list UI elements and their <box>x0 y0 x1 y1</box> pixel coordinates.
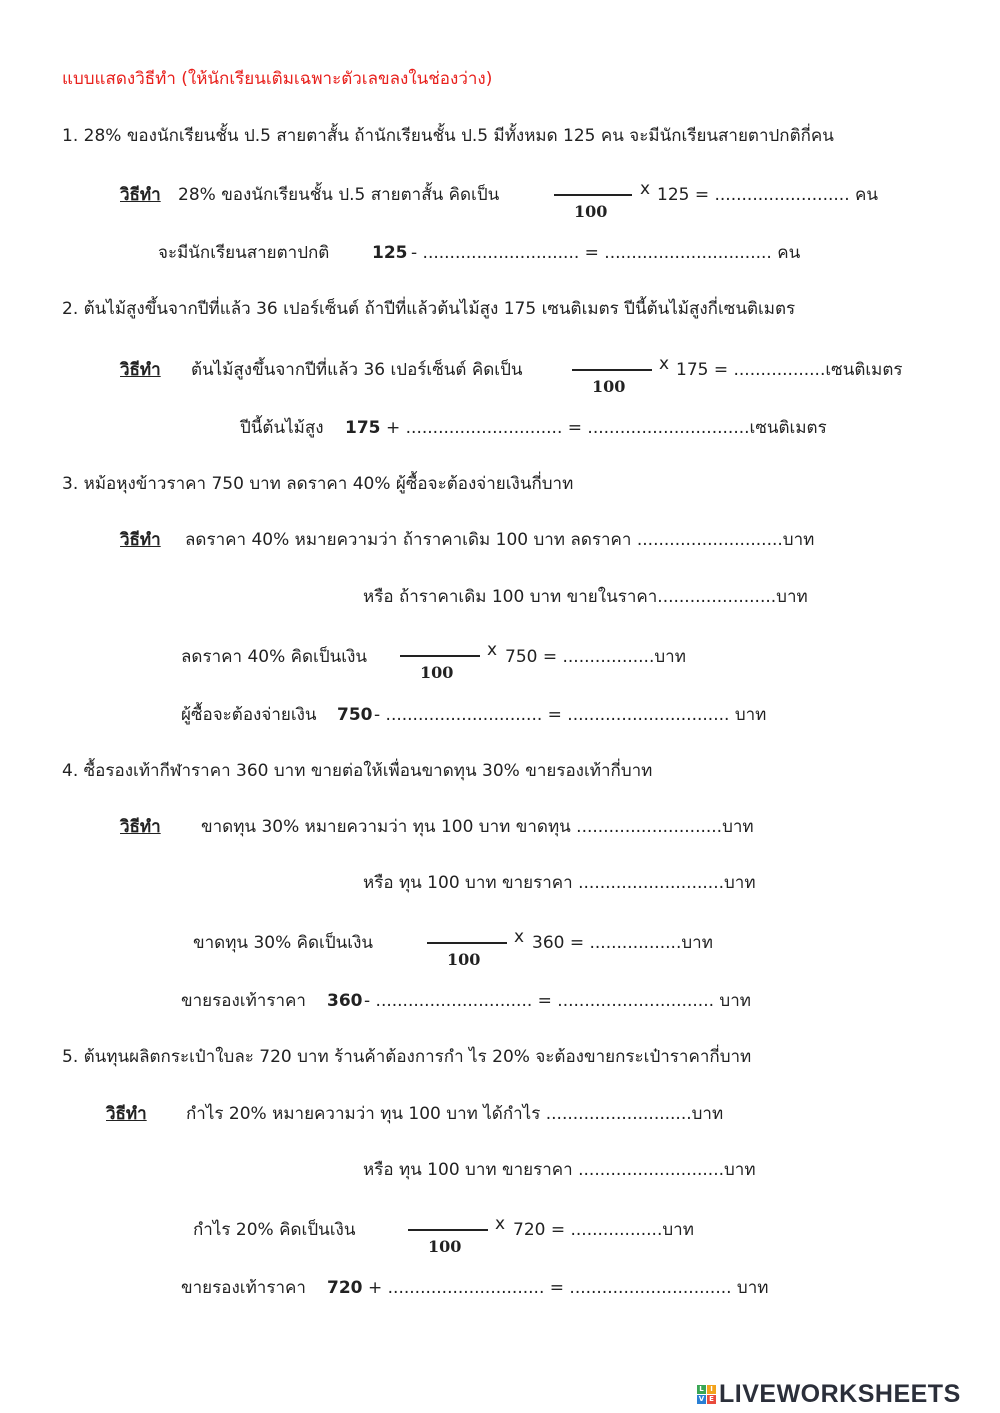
q3-step3-result[interactable]: 750 = .................บาท <box>505 647 686 667</box>
q3-step4-num: 750 <box>337 705 373 725</box>
q1-step2-num: 125 <box>372 243 408 263</box>
q4-step4-text: ขายรองเท้าราคา <box>181 991 306 1011</box>
q4-step3-result[interactable]: 360 = .................บาท <box>532 933 713 953</box>
question-3: 3. หม้อหุงข้าวราคา 750 บาท ลดราคา 40% ผู้ซื้อจะต้องจ่ายเงินกี่บาท <box>62 474 574 494</box>
logo-mark-v: V <box>698 1395 705 1403</box>
q5-step3-result[interactable]: 720 = .................บาท <box>513 1220 694 1240</box>
liveworksheets-logo[interactable] <box>697 1380 961 1409</box>
logo-mark-i: I <box>707 1385 716 1394</box>
q3-times-sign: x <box>487 640 498 660</box>
q2-step2-blanks[interactable]: + ............................. = ..............................เซนติเมตร <box>386 418 827 438</box>
q4-times-sign: x <box>514 927 525 947</box>
page-title: แบบแสดงวิธีทำ (ให้นักเรียนเติมเฉพาะตัวเลขลงในช่องว่าง) <box>62 69 493 89</box>
method-label-2: วิธีทำ <box>120 360 161 380</box>
q2-step1-result[interactable]: 175 = .................เซนติเมตร <box>676 360 903 380</box>
q2-denominator: 100 <box>592 377 626 396</box>
question-5: 5. ต้นทุนผลิตกระเป๋าใบละ 720 บาท ร้านค้าต้องการกำ ไร 20% จะต้องขายกระเป๋าราคากี่บาท <box>62 1047 752 1067</box>
method-label-4: วิธีทำ <box>120 817 161 837</box>
q3-step1-text[interactable]: ลดราคา 40% หมายความว่า ถ้าราคาเดิม 100 บาท ลดราคา ...........................บาท <box>185 530 815 550</box>
q5-denominator: 100 <box>428 1237 462 1256</box>
q2-times-sign: x <box>659 354 670 374</box>
logo-mark-e: E <box>707 1395 716 1404</box>
q2-step2-text: ปีนี้ต้นไม้สูง <box>240 418 324 438</box>
q5-step3-text: กำไร 20% คิดเป็นเงิน <box>193 1220 356 1240</box>
q4-step4-blanks[interactable]: - ............................. = ............................. บาท <box>364 991 751 1011</box>
q3-step4-text: ผู้ซื้อจะต้องจ่ายเงิน <box>181 705 317 725</box>
q2-step2-num: 175 <box>345 418 381 438</box>
question-1: 1. 28% ของนักเรียนชั้น ป.5 สายตาสั้น ถ้านักเรียนชั้น ป.5 มีทั้งหมด 125 คน จะมีนักเรียนสายตาปกติกี่คน <box>62 126 834 146</box>
logo-mark-icon <box>697 1385 716 1404</box>
logo-wordmark: LIVEWORKSHEETS <box>719 1380 961 1408</box>
q5-step1-text[interactable]: กำไร 20% หมายความว่า ทุน 100 บาท ได้กำไร ...........................บาท <box>186 1104 724 1124</box>
q5-step4-text: ขายรองเท้าราคา <box>181 1278 306 1298</box>
q3-denominator: 100 <box>420 663 454 682</box>
question-4: 4. ซื้อรองเท้ากีฬาราคา 360 บาท ขายต่อให้เพื่อนขาดทุน 30% ขายรองเท้ากี่บาท <box>62 761 653 781</box>
logo-mark-l: L <box>697 1385 706 1394</box>
method-label-5: วิธีทำ <box>106 1104 147 1124</box>
q4-step1-text[interactable]: ขาดทุน 30% หมายความว่า ทุน 100 บาท ขาดทุน ...........................บาท <box>201 817 754 837</box>
q1-step2-text: จะมีนักเรียนสายตาปกติ <box>158 243 330 263</box>
q5-step2-text[interactable]: หรือ ทุน 100 บาท ขายราคา ...........................บาท <box>363 1160 756 1180</box>
q1-denominator: 100 <box>574 202 608 221</box>
q1-times-sign: x <box>640 179 651 199</box>
q1-step1-result[interactable]: 125 = ......................... คน <box>657 185 878 205</box>
method-label-3: วิธีทำ <box>120 530 161 550</box>
method-label-1: วิธีทำ <box>120 185 161 205</box>
q5-step4-blanks[interactable]: + ............................. = .............................. บาท <box>368 1278 769 1298</box>
q4-step3-text: ขาดทุน 30% คิดเป็นเงิน <box>193 933 373 953</box>
q4-denominator: 100 <box>447 950 481 969</box>
q5-times-sign: x <box>495 1214 506 1234</box>
question-2: 2. ต้นไม้สูงขึ้นจากปีที่แล้ว 36 เปอร์เซ็นต์ ถ้าปีที่แล้วต้นไม้สูง 175 เซนติเมตร ปีนี้ต้นไม้สูงกี่เซนติเมตร <box>62 299 796 319</box>
q3-step3-text: ลดราคา 40% คิดเป็นเงิน <box>181 647 368 667</box>
q4-step4-num: 360 <box>327 991 363 1011</box>
q3-step4-blanks[interactable]: - ............................. = .............................. บาท <box>374 705 767 725</box>
q1-step1-text: 28% ของนักเรียนชั้น ป.5 สายตาสั้น คิดเป็น <box>178 185 500 205</box>
q4-step2-text[interactable]: หรือ ทุน 100 บาท ขายราคา ...........................บาท <box>363 873 756 893</box>
q3-step2-text[interactable]: หรือ ถ้าราคาเดิม 100 บาท ขายในราคา......................บาท <box>363 587 808 607</box>
q5-step4-num: 720 <box>327 1278 363 1298</box>
q2-step1-text: ต้นไม้สูงขึ้นจากปีที่แล้ว 36 เปอร์เซ็นต์ คิดเป็น <box>191 360 523 380</box>
q1-step2-blanks[interactable]: - ............................. = ............................... คน <box>411 243 801 263</box>
